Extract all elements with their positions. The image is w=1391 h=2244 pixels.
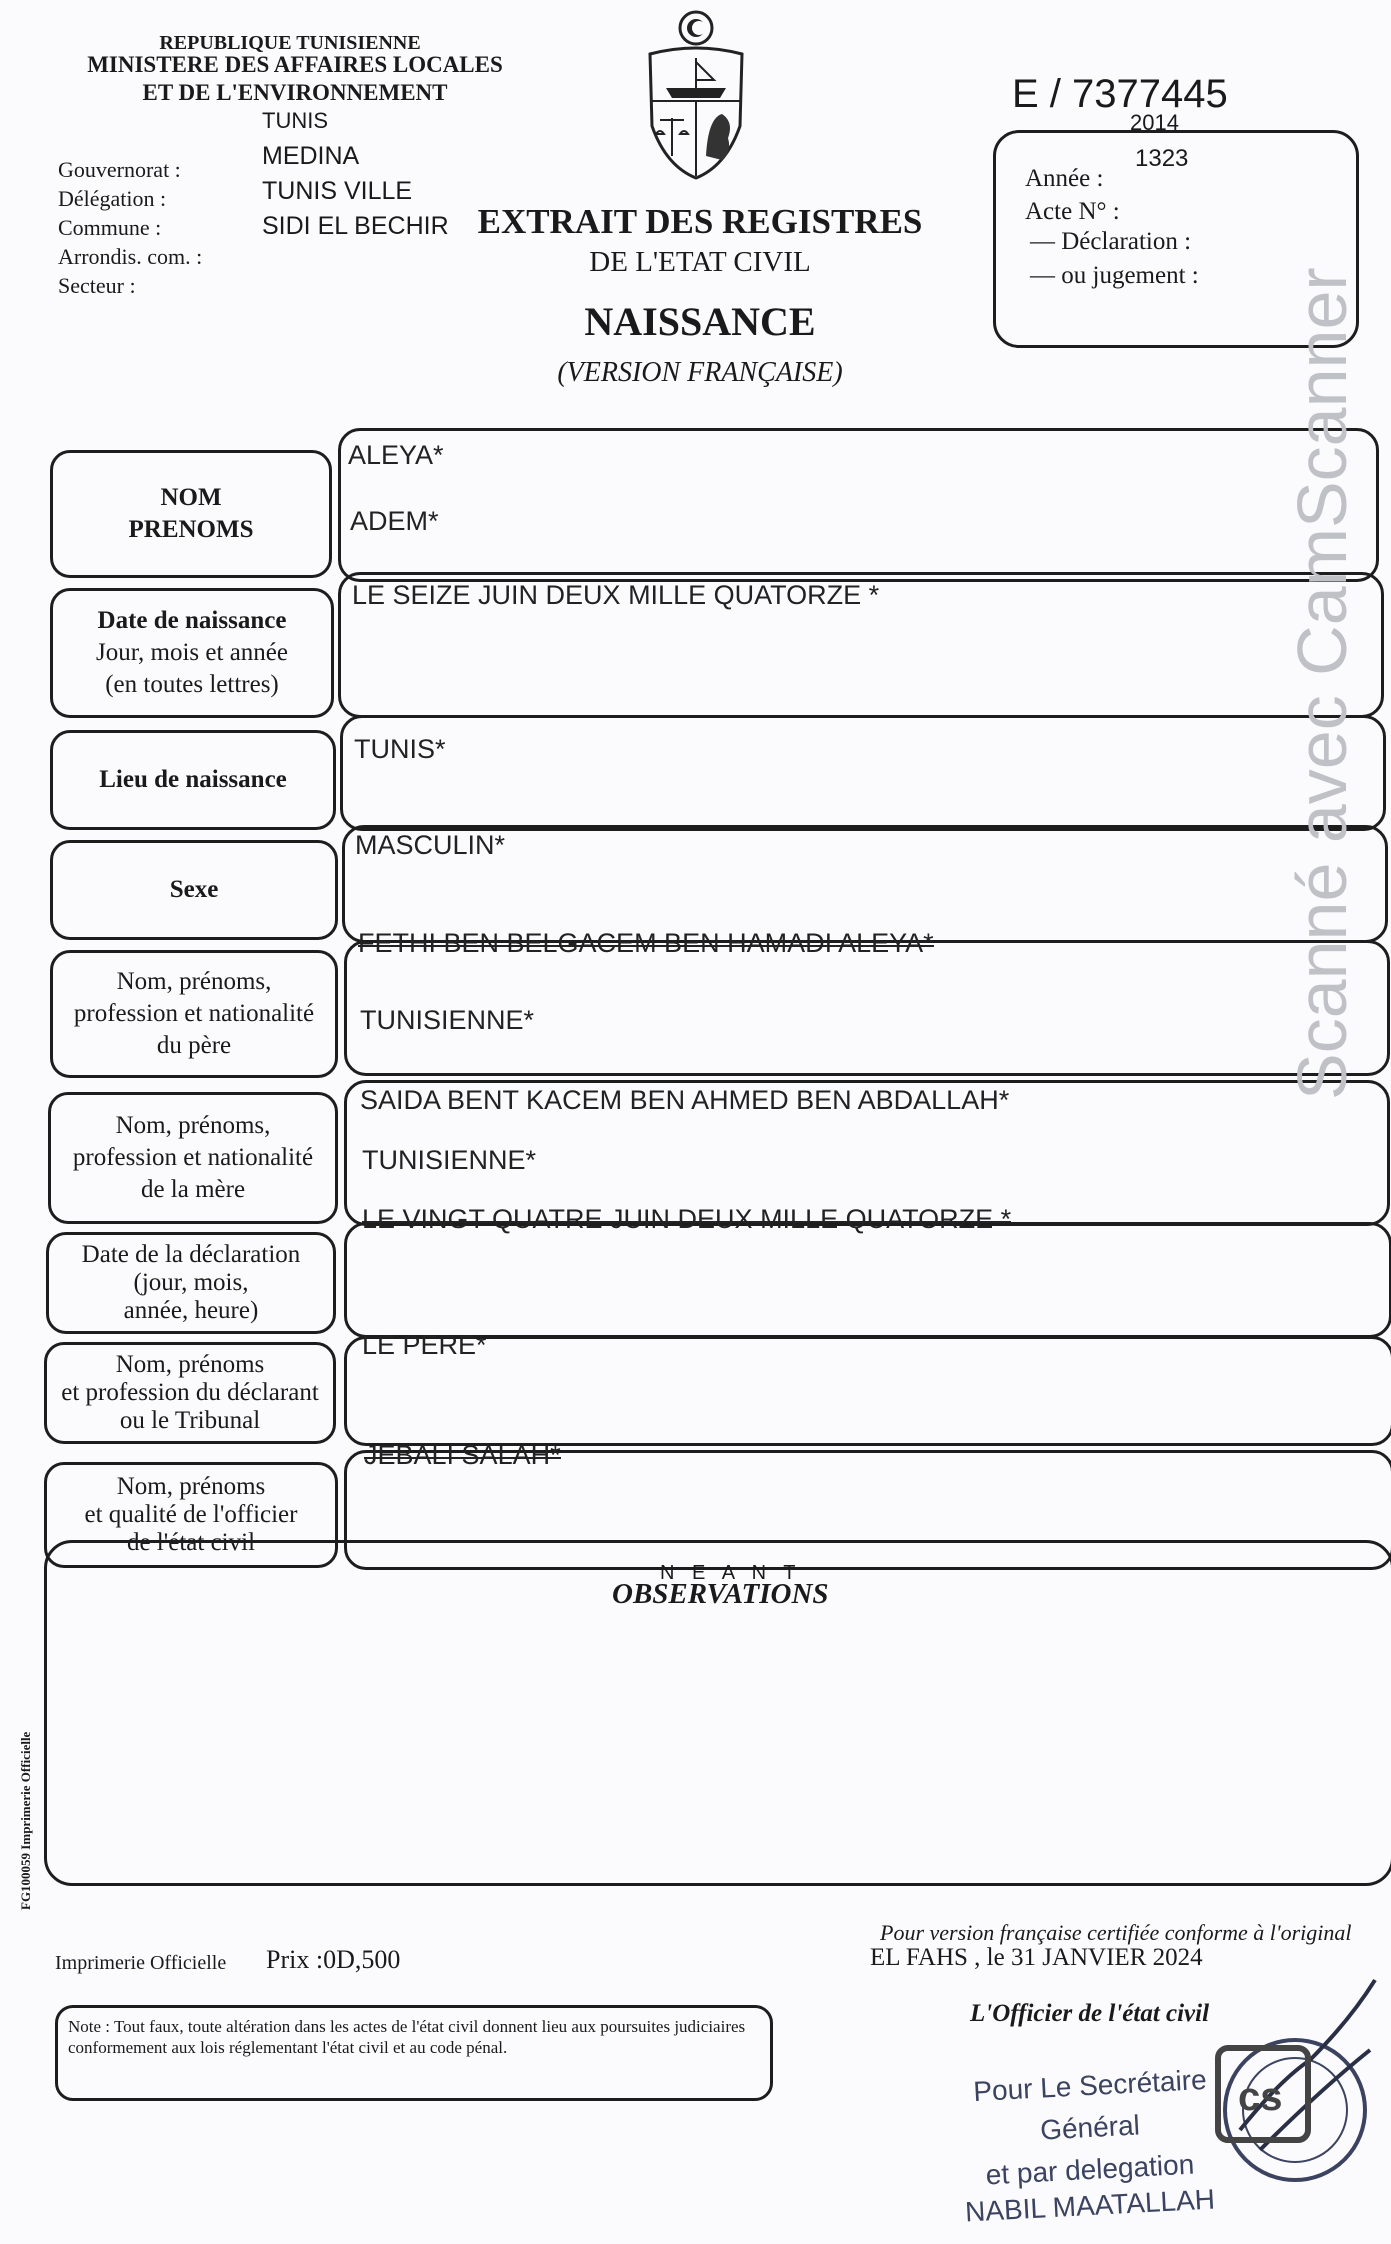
date-naissance-label-1: Date de naissance [97, 607, 287, 634]
note-text: Tout faux, toute altération dans les actes de l'état civil donnent lieu aux poursuites judiciaires conformement aux lois réglementant l'état civil et au code pénal. [68, 2017, 746, 2057]
commune-value: SIDI EL BECHIR [262, 212, 449, 240]
official-stamp-signature-icon [1200, 1960, 1380, 2200]
observations-value: N E A N T [660, 1562, 802, 1584]
declaration-date-label-3: année, heure) [123, 1297, 259, 1324]
officier-value: JEBALI SALAH* [364, 1440, 561, 1470]
annee-label: Année : [1025, 165, 1104, 192]
nom-prenoms-label-box [50, 450, 332, 578]
mere-label-3: de la mère [140, 1176, 246, 1203]
title-etat-civil: DE L'ETAT CIVIL [589, 246, 811, 278]
title-version: (VERSION FRANÇAISE) [557, 357, 843, 388]
jugement-label: — ou jugement : [1030, 262, 1199, 289]
declaration-date-label-1: Date de la déclaration [81, 1241, 301, 1268]
date-naissance-value: LE SEIZE JUIN DEUX MILLE QUATORZE * [352, 580, 880, 610]
republic-label: REPUBLIQUE TUNISIENNE [159, 32, 421, 54]
serial-number: E / 7377445 [1012, 72, 1228, 116]
officier-label-1: Nom, prénoms [116, 1473, 266, 1500]
lieu-naissance-value-box [340, 715, 1386, 831]
prenoms-label: PRENOMS [128, 516, 254, 543]
sexe-label: Sexe [169, 876, 219, 903]
declaration-date-label-box [46, 1232, 336, 1334]
officier-title: L'Officier de l'état civil [970, 2000, 1210, 2027]
secteur-label: Secteur : [58, 273, 136, 298]
pere-label-2: profession et nationalité [73, 1000, 315, 1027]
legal-note [55, 2005, 773, 2101]
declaration-date-label-2: (jour, mois, [133, 1269, 249, 1296]
declarant-value: LE PERE* [362, 1330, 487, 1360]
pere-name-value: FETHI BEN BELGACEM BEN HAMADI ALEYA* [358, 928, 934, 958]
officier-label-2: et qualité de l'officier [84, 1501, 298, 1528]
delegation-value: TUNIS VILLE [262, 177, 413, 205]
prenom-value: ADEM* [350, 506, 439, 536]
declaration-date-value: LE VINGT QUATRE JUIN DEUX MILLE QUATORZE * [362, 1204, 1012, 1234]
acte-value: 1323 [1135, 145, 1189, 172]
stamp-line-4: NABIL MAATALLAH [964, 2183, 1216, 2228]
camscanner-watermark: Scanné avec CamScanner [1283, 267, 1361, 1100]
declarant-value-box [344, 1336, 1391, 1446]
admin-labels [58, 155, 258, 300]
mere-label-1: Nom, prénoms, [115, 1112, 271, 1139]
observations-title: OBSERVATIONS [612, 1578, 829, 1610]
annee-value: 2014 [1130, 110, 1179, 135]
declarant-label-2: et profession du déclarant [61, 1379, 319, 1406]
nom-label: NOM [160, 484, 222, 511]
date-naissance-label-2: Jour, mois et année [95, 639, 288, 666]
svg-text:cs: cs [1238, 2075, 1283, 2119]
nom-value: ALEYA* [348, 440, 444, 470]
place-date: EL FAHS , le 31 JANVIER 2024 [870, 1944, 1203, 1971]
certification-text: Pour version française certifiée conforme à l'original [880, 1920, 1352, 1945]
pere-label-box [50, 950, 338, 1078]
declarant-label-1: Nom, prénoms [115, 1351, 265, 1378]
date-naissance-label-3: (en toutes lettres) [105, 671, 279, 698]
lieu-naissance-value: TUNIS* [354, 734, 446, 764]
lieu-naissance-label: Lieu de naissance [99, 766, 287, 793]
title-extrait: EXTRAIT DES REGISTRES [477, 202, 923, 241]
mere-nationality-value: TUNISIENNE* [362, 1145, 537, 1175]
sexe-value: MASCULIN* [355, 830, 506, 860]
declarant-label-3: ou le Tribunal [119, 1407, 261, 1434]
imprimerie-label: Imprimerie Officielle [55, 1952, 227, 1974]
commune-label: Commune : [58, 215, 162, 240]
declarant-label-box [44, 1342, 336, 1444]
mere-label-2: profession et nationalité [72, 1144, 314, 1171]
mere-name-value: SAIDA BENT KACEM BEN AHMED BEN ABDALLAH* [360, 1085, 1010, 1115]
stamp-line-2: Général [1039, 2109, 1141, 2146]
ministry-line-1: MINISTERE DES AFFAIRES LOCALES [87, 52, 503, 77]
stamp-line-3: et par delegation [984, 2148, 1195, 2191]
officier-label-3: de l'état civil [126, 1529, 256, 1556]
naissance-heading: NAISSANCE [584, 299, 816, 344]
mere-label-box [48, 1092, 338, 1224]
declaration-label: — Déclaration : [1030, 228, 1192, 255]
sexe-label-box [50, 840, 338, 940]
ministry-line-2: ET DE L'ENVIRONNEMENT [142, 80, 448, 105]
pere-label-1: Nom, prénoms, [116, 968, 272, 995]
date-naissance-label-box [50, 588, 334, 718]
gouvernorat-value: TUNIS [262, 108, 328, 133]
pere-label-3: du père [156, 1032, 232, 1059]
declaration-date-value-box [344, 1222, 1391, 1338]
title-naissance [450, 298, 950, 345]
tunisia-coat-of-arms-icon [636, 6, 756, 186]
delegation-label: Délégation : [58, 186, 167, 211]
side-print-code: FG100059 Imprimerie Officielle [18, 1731, 33, 1910]
stamp-line-1: Pour Le Secrétaire [972, 2063, 1208, 2108]
gouvernorat-label: Gouvernorat : [58, 157, 181, 182]
lieu-naissance-label-box [50, 730, 336, 830]
prix-label: Prix :0D,500 [266, 1945, 401, 1974]
acte-label: Acte N° : [1025, 198, 1120, 225]
arrondissement-label: Arrondis. com. : [58, 244, 203, 269]
note-label: Note : [68, 2017, 111, 2036]
pere-nationality-value: TUNISIENNE* [360, 1005, 535, 1035]
nom-value-box [338, 428, 1379, 582]
medina-value: MEDINA [262, 142, 360, 170]
